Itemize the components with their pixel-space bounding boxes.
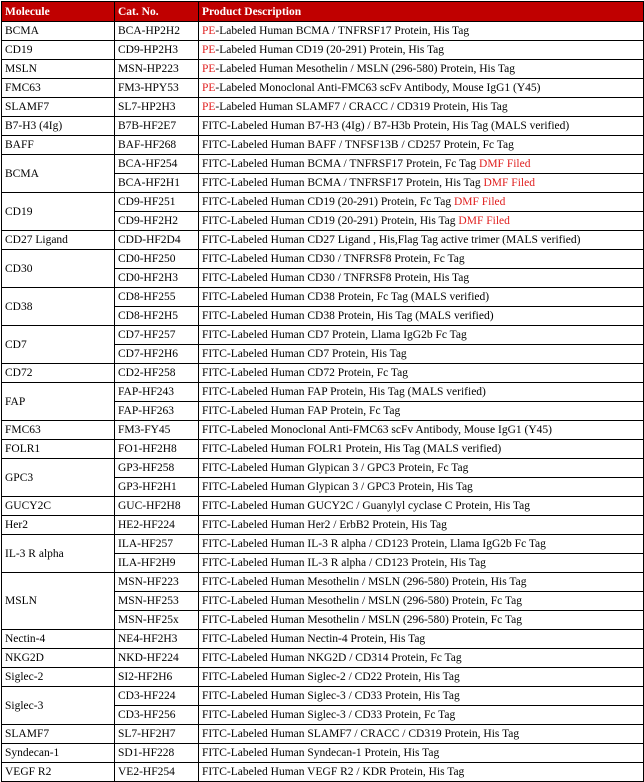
- table-header: [2, 2, 644, 22]
- description-cell: [199, 478, 644, 497]
- cat-no-cell: SD1-HF228: [115, 744, 199, 763]
- description-text: -Labeled Human SLAMF7 / CRACC / CD319 Protein, His Tag: [215, 101, 508, 113]
- molecule-cell: CD7: [2, 326, 115, 364]
- table-row: [2, 763, 644, 782]
- cat-no-cell: CD2-HF258: [115, 364, 199, 383]
- description-text: FITC-Labeled Human CD19 (20-291) Protein, Fc Tag: [202, 196, 454, 208]
- description-cell: [199, 554, 644, 573]
- table-body: [2, 22, 644, 782]
- cat-no-cell: FAP-HF243: [115, 383, 199, 402]
- description-cell: [199, 326, 644, 345]
- table-row: [2, 516, 644, 535]
- table-row: [2, 497, 644, 516]
- cat-no-cell: MSN-HP223: [115, 60, 199, 79]
- description-cell: [199, 193, 644, 212]
- cat-no-cell: CD8-HF255: [115, 288, 199, 307]
- header-description: Product Description: [199, 2, 644, 22]
- cat-no-cell: MSN-HF253: [115, 592, 199, 611]
- description-cell: [199, 345, 644, 364]
- cat-no-cell: SI2-HF2H6: [115, 668, 199, 687]
- molecule-cell: BCMA: [2, 155, 115, 193]
- description-cell: [199, 744, 644, 763]
- molecule-cell: GPC3: [2, 459, 115, 497]
- description-cell: [199, 725, 644, 744]
- table-row: [2, 630, 644, 649]
- table-row: [2, 41, 644, 60]
- cat-no-cell: HE2-HF224: [115, 516, 199, 535]
- molecule-cell: CD27 Ligand: [2, 231, 115, 250]
- description-text: -Labeled Human CD19 (20-291) Protein, His Tag: [215, 44, 445, 56]
- description-cell: [199, 573, 644, 592]
- description-cell: [199, 630, 644, 649]
- label-prefix: PE: [202, 101, 216, 113]
- molecule-cell: MSLN: [2, 573, 115, 630]
- cat-no-cell: MSN-HF25x: [115, 611, 199, 630]
- cat-no-cell: CDD-HF2D4: [115, 231, 199, 250]
- table-row: [2, 573, 644, 592]
- label-prefix: PE: [202, 82, 216, 94]
- cat-no-cell: CD7-HF2H6: [115, 345, 199, 364]
- header-molecule: Molecule: [2, 2, 115, 22]
- description-text: FITC-Labeled Human VEGF R2 / KDR Protein, His Tag: [202, 766, 465, 778]
- description-cell: [199, 60, 644, 79]
- molecule-cell: FAP: [2, 383, 115, 421]
- description-text: FITC-Labeled Human BAFF / TNFSF13B / CD257 Protein, Fc Tag: [202, 139, 514, 151]
- description-text: FITC-Labeled Human CD30 / TNFRSF8 Protein, Fc Tag: [202, 253, 465, 265]
- cat-no-cell: GP3-HF2H1: [115, 478, 199, 497]
- molecule-cell: CD72: [2, 364, 115, 383]
- cat-no-cell: CD8-HF2H5: [115, 307, 199, 326]
- cat-no-cell: MSN-HF223: [115, 573, 199, 592]
- cat-no-cell: SL7-HP2H3: [115, 98, 199, 117]
- description-text: FITC-Labeled Human Glypican 3 / GPC3 Protein, Fc Tag: [202, 462, 469, 474]
- description-cell: [199, 535, 644, 554]
- label-prefix: PE: [202, 25, 216, 37]
- cat-no-cell: BCA-HF254: [115, 155, 199, 174]
- description-cell: [199, 41, 644, 60]
- table-row: [2, 117, 644, 136]
- description-cell: [199, 117, 644, 136]
- table-row: [2, 364, 644, 383]
- table-row: [2, 649, 644, 668]
- description-text: FITC-Labeled Human CD30 / TNFRSF8 Protein, His Tag: [202, 272, 470, 284]
- description-cell: [199, 288, 644, 307]
- description-cell: [199, 763, 644, 782]
- cat-no-cell: FM3-FY45: [115, 421, 199, 440]
- molecule-cell: NKG2D: [2, 649, 115, 668]
- description-text: FITC-Labeled Human Syndecan-1 Protein, His Tag: [202, 747, 440, 759]
- description-cell: [199, 459, 644, 478]
- cat-no-cell: BCA-HF2H1: [115, 174, 199, 193]
- dmf-note: DMF Filed: [453, 196, 506, 208]
- description-cell: [199, 668, 644, 687]
- description-cell: [199, 402, 644, 421]
- description-text: FITC-Labeled Human BCMA / TNFRSF17 Protein, His Tag: [202, 177, 484, 189]
- molecule-cell: FMC63: [2, 79, 115, 98]
- table-row: [2, 193, 644, 212]
- description-text: -Labeled Human Mesothelin / MSLN (296-580) Protein, His Tag: [215, 63, 515, 75]
- description-text: FITC-Labeled Human IL-3 R alpha / CD123 Protein, Llama IgG2b Fc Tag: [202, 538, 546, 550]
- cat-no-cell: NE4-HF2H3: [115, 630, 199, 649]
- description-text: -Labeled Monoclonal Anti-FMC63 scFv Antibody, Mouse IgG1 (Y45): [215, 82, 541, 94]
- description-text: FITC-Labeled Human FAP Protein, His Tag (MALS verified): [202, 386, 486, 398]
- table-row: [2, 725, 644, 744]
- cat-no-cell: ILA-HF2H9: [115, 554, 199, 573]
- description-text: FITC-Labeled Human CD27 Ligand , His,Flag Tag active trimer (MALS verified): [202, 234, 581, 246]
- description-text: -Labeled Human BCMA / TNFRSF17 Protein, His Tag: [215, 25, 470, 37]
- description-text: FITC-Labeled Human Her2 / ErbB2 Protein, His Tag: [202, 519, 447, 531]
- description-cell: [199, 592, 644, 611]
- cat-no-cell: CD7-HF257: [115, 326, 199, 345]
- molecule-cell: Syndecan-1: [2, 744, 115, 763]
- description-cell: [199, 250, 644, 269]
- description-cell: [199, 307, 644, 326]
- table-row: [2, 136, 644, 155]
- description-text: FITC-Labeled Human CD7 Protein, Llama IgG2b Fc Tag: [202, 329, 467, 341]
- cat-no-cell: FAP-HF263: [115, 402, 199, 421]
- table-row: [2, 288, 644, 307]
- table-row: [2, 60, 644, 79]
- description-text: FITC-Labeled Human Siglec-3 / CD33 Protein, Fc Tag: [202, 709, 456, 721]
- cat-no-cell: ILA-HF257: [115, 535, 199, 554]
- cat-no-cell: CD9-HF251: [115, 193, 199, 212]
- description-text: FITC-Labeled Human FOLR1 Protein, His Tag (MALS verified): [202, 443, 502, 455]
- description-text: FITC-Labeled Human Siglec-2 / CD22 Protein, His Tag: [202, 671, 460, 683]
- description-cell: [199, 174, 644, 193]
- molecule-cell: CD19: [2, 41, 115, 60]
- table-row: [2, 98, 644, 117]
- molecule-cell: VEGF R2: [2, 763, 115, 782]
- molecule-cell: Siglec-3: [2, 687, 115, 725]
- cat-no-cell: CD9-HP2H3: [115, 41, 199, 60]
- description-cell: [199, 155, 644, 174]
- molecule-cell: Nectin-4: [2, 630, 115, 649]
- description-text: FITC-Labeled Human Mesothelin / MSLN (296-580) Protein, His Tag: [202, 576, 527, 588]
- cat-no-cell: CD0-HF2H3: [115, 269, 199, 288]
- description-cell: [199, 383, 644, 402]
- description-text: FITC-Labeled Human CD7 Protein, His Tag: [202, 348, 407, 360]
- description-cell: [199, 231, 644, 250]
- molecule-cell: BAFF: [2, 136, 115, 155]
- description-text: FITC-Labeled Human NKG2D / CD314 Protein, Fc Tag: [202, 652, 462, 664]
- description-cell: [199, 687, 644, 706]
- table-row: [2, 231, 644, 250]
- description-text: FITC-Labeled Human CD72 Protein, Fc Tag: [202, 367, 408, 379]
- cat-no-cell: BCA-HP2H2: [115, 22, 199, 41]
- table-row: [2, 459, 644, 478]
- table-row: [2, 687, 644, 706]
- description-cell: [199, 421, 644, 440]
- table-row: [2, 326, 644, 345]
- description-cell: [199, 212, 644, 231]
- cat-no-cell: FO1-HF2H8: [115, 440, 199, 459]
- description-text: FITC-Labeled Human Siglec-3 / CD33 Protein, His Tag: [202, 690, 460, 702]
- table-row: [2, 744, 644, 763]
- description-cell: [199, 440, 644, 459]
- cat-no-cell: FM3-HPY53: [115, 79, 199, 98]
- description-cell: [199, 269, 644, 288]
- molecule-cell: BCMA: [2, 22, 115, 41]
- description-text: FITC-Labeled Human GUCY2C / Guanylyl cyclase C Protein, His Tag: [202, 500, 530, 512]
- description-text: FITC-Labeled Human Glypican 3 / GPC3 Protein, His Tag: [202, 481, 473, 493]
- molecule-cell: GUCY2C: [2, 497, 115, 516]
- description-text: FITC-Labeled Human IL-3 R alpha / CD123 Protein, His Tag: [202, 557, 486, 569]
- description-cell: [199, 706, 644, 725]
- description-text: FITC-Labeled Human FAP Protein, Fc Tag: [202, 405, 401, 417]
- molecule-cell: CD19: [2, 193, 115, 231]
- molecule-cell: SLAMF7: [2, 725, 115, 744]
- description-cell: [199, 22, 644, 41]
- table-row: [2, 383, 644, 402]
- description-cell: [199, 79, 644, 98]
- label-prefix: PE: [202, 63, 216, 75]
- molecule-cell: Siglec-2: [2, 668, 115, 687]
- description-cell: [199, 516, 644, 535]
- description-cell: [199, 364, 644, 383]
- cat-no-cell: CD3-HF256: [115, 706, 199, 725]
- description-text: FITC-Labeled Human BCMA / TNFRSF17 Protein, Fc Tag: [202, 158, 480, 170]
- molecule-cell: FMC63: [2, 421, 115, 440]
- dmf-note: DMF Filed: [483, 177, 535, 189]
- label-prefix: PE: [202, 44, 216, 56]
- description-text: FITC-Labeled Human CD19 (20-291) Protein, His Tag: [202, 215, 459, 227]
- cat-no-cell: CD9-HF2H2: [115, 212, 199, 231]
- description-cell: [199, 611, 644, 630]
- description-text: FITC-Labeled Human CD38 Protein, Fc Tag (MALS verified): [202, 291, 490, 303]
- description-text: FITC-Labeled Monoclonal Anti-FMC63 scFv Antibody, Mouse IgG1 (Y45): [202, 424, 552, 436]
- description-text: FITC-Labeled Human CD38 Protein, His Tag (MALS verified): [202, 310, 494, 322]
- molecule-cell: MSLN: [2, 60, 115, 79]
- dmf-note: DMF Filed: [458, 215, 510, 227]
- cat-no-cell: GP3-HF258: [115, 459, 199, 478]
- table-row: [2, 440, 644, 459]
- molecule-cell: SLAMF7: [2, 98, 115, 117]
- cat-no-cell: GUC-HF2H8: [115, 497, 199, 516]
- cat-no-cell: SL7-HF2H7: [115, 725, 199, 744]
- table-row: [2, 22, 644, 41]
- description-cell: [199, 136, 644, 155]
- header-row: [2, 2, 644, 22]
- cat-no-cell: BAF-HF268: [115, 136, 199, 155]
- product-table: [1, 1, 644, 782]
- cat-no-cell: B7B-HF2E7: [115, 117, 199, 136]
- molecule-cell: FOLR1: [2, 440, 115, 459]
- cat-no-cell: NKD-HF224: [115, 649, 199, 668]
- cat-no-cell: CD3-HF224: [115, 687, 199, 706]
- description-cell: [199, 649, 644, 668]
- molecule-cell: B7-H3 (4Ig): [2, 117, 115, 136]
- molecule-cell: CD30: [2, 250, 115, 288]
- table-row: [2, 155, 644, 174]
- molecule-cell: CD38: [2, 288, 115, 326]
- table-row: [2, 421, 644, 440]
- dmf-note: DMF Filed: [479, 158, 531, 170]
- description-text: FITC-Labeled Human Mesothelin / MSLN (296-580) Protein, Fc Tag: [202, 614, 522, 626]
- cat-no-cell: CD0-HF250: [115, 250, 199, 269]
- header-cat-no: Cat. No.: [115, 2, 199, 22]
- description-text: FITC-Labeled Human Nectin-4 Protein, His Tag: [202, 633, 426, 645]
- description-text: FITC-Labeled Human Mesothelin / MSLN (296-580) Protein, Fc Tag: [202, 595, 522, 607]
- table-row: [2, 79, 644, 98]
- molecule-cell: Her2: [2, 516, 115, 535]
- cat-no-cell: VE2-HF254: [115, 763, 199, 782]
- table-row: [2, 250, 644, 269]
- table-row: [2, 668, 644, 687]
- molecule-cell: IL-3 R alpha: [2, 535, 115, 573]
- description-cell: [199, 98, 644, 117]
- description-text: FITC-Labeled Human SLAMF7 / CRACC / CD319 Protein, His Tag: [202, 728, 520, 740]
- table-row: [2, 535, 644, 554]
- description-text: FITC-Labeled Human B7-H3 (4Ig) / B7-H3b Protein, His Tag (MALS verified): [202, 120, 570, 132]
- description-cell: [199, 497, 644, 516]
